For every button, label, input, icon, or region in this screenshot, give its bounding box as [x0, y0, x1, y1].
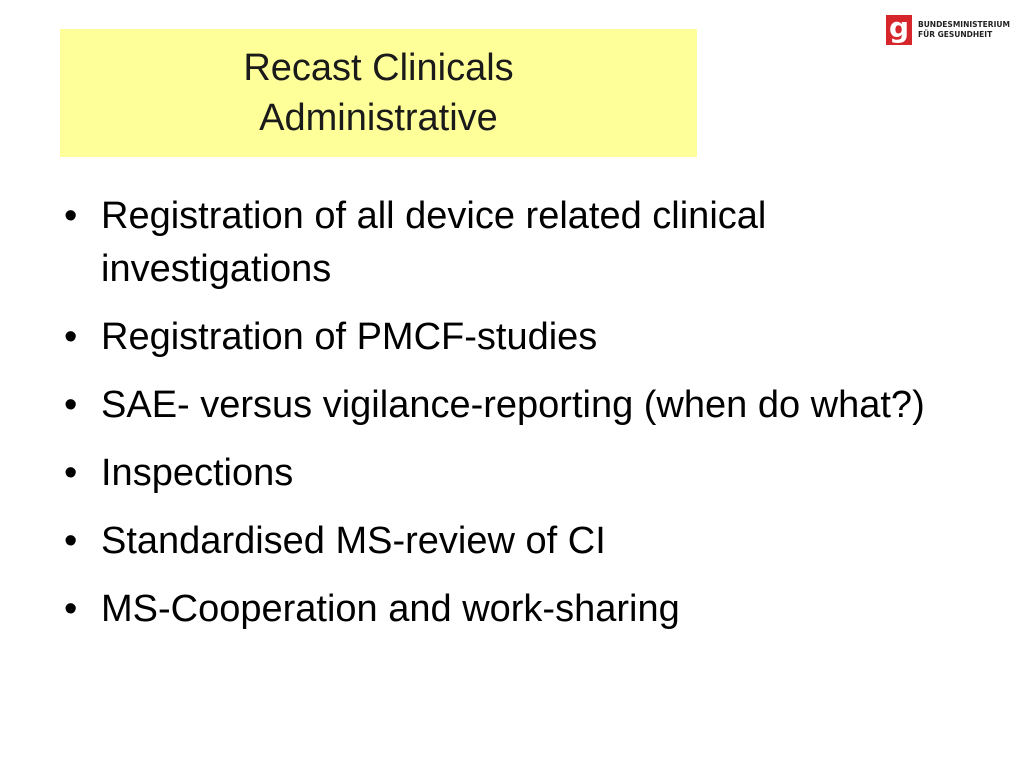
bullet-text: Registration of all device related clinical investigations: [101, 195, 767, 290]
bullet-item: [60, 379, 1000, 432]
bullet-item: [60, 515, 1000, 568]
bullet-item: [60, 447, 1000, 500]
title-line-1: Recast Clinicals: [243, 47, 514, 89]
logo-g-icon: [886, 11, 912, 45]
bullet-text: SAE- versus vigilance-reporting (when do what?): [101, 384, 925, 426]
title-box: [60, 29, 697, 157]
logo-mark-letter: g: [888, 11, 910, 44]
logo-text: [918, 20, 1010, 40]
bullet-icon: •: [64, 588, 78, 630]
bullet-text: Registration of PMCF-studies: [101, 316, 598, 358]
bullet-icon: •: [64, 384, 78, 426]
bullet-icon: •: [64, 316, 78, 358]
bullet-icon: •: [64, 195, 78, 237]
bullet-list: [60, 190, 1000, 651]
ministry-logo: [886, 11, 1016, 46]
bullet-text: Inspections: [101, 452, 294, 494]
logo-text-line-1: BUNDESMINISTERIUM: [918, 20, 1010, 29]
bullet-item: [60, 190, 1000, 296]
bullet-icon: •: [64, 452, 78, 494]
bullet-item: [60, 311, 1000, 364]
bullet-text: MS-Cooperation and work-sharing: [101, 588, 680, 630]
bullet-icon: •: [64, 520, 78, 562]
bullet-text: Standardised MS-review of CI: [101, 520, 606, 562]
bullet-item: [60, 583, 1000, 636]
logo-text-line-2: FÜR GESUNDHEIT: [918, 30, 993, 39]
title-line-2: Administrative: [259, 97, 498, 139]
